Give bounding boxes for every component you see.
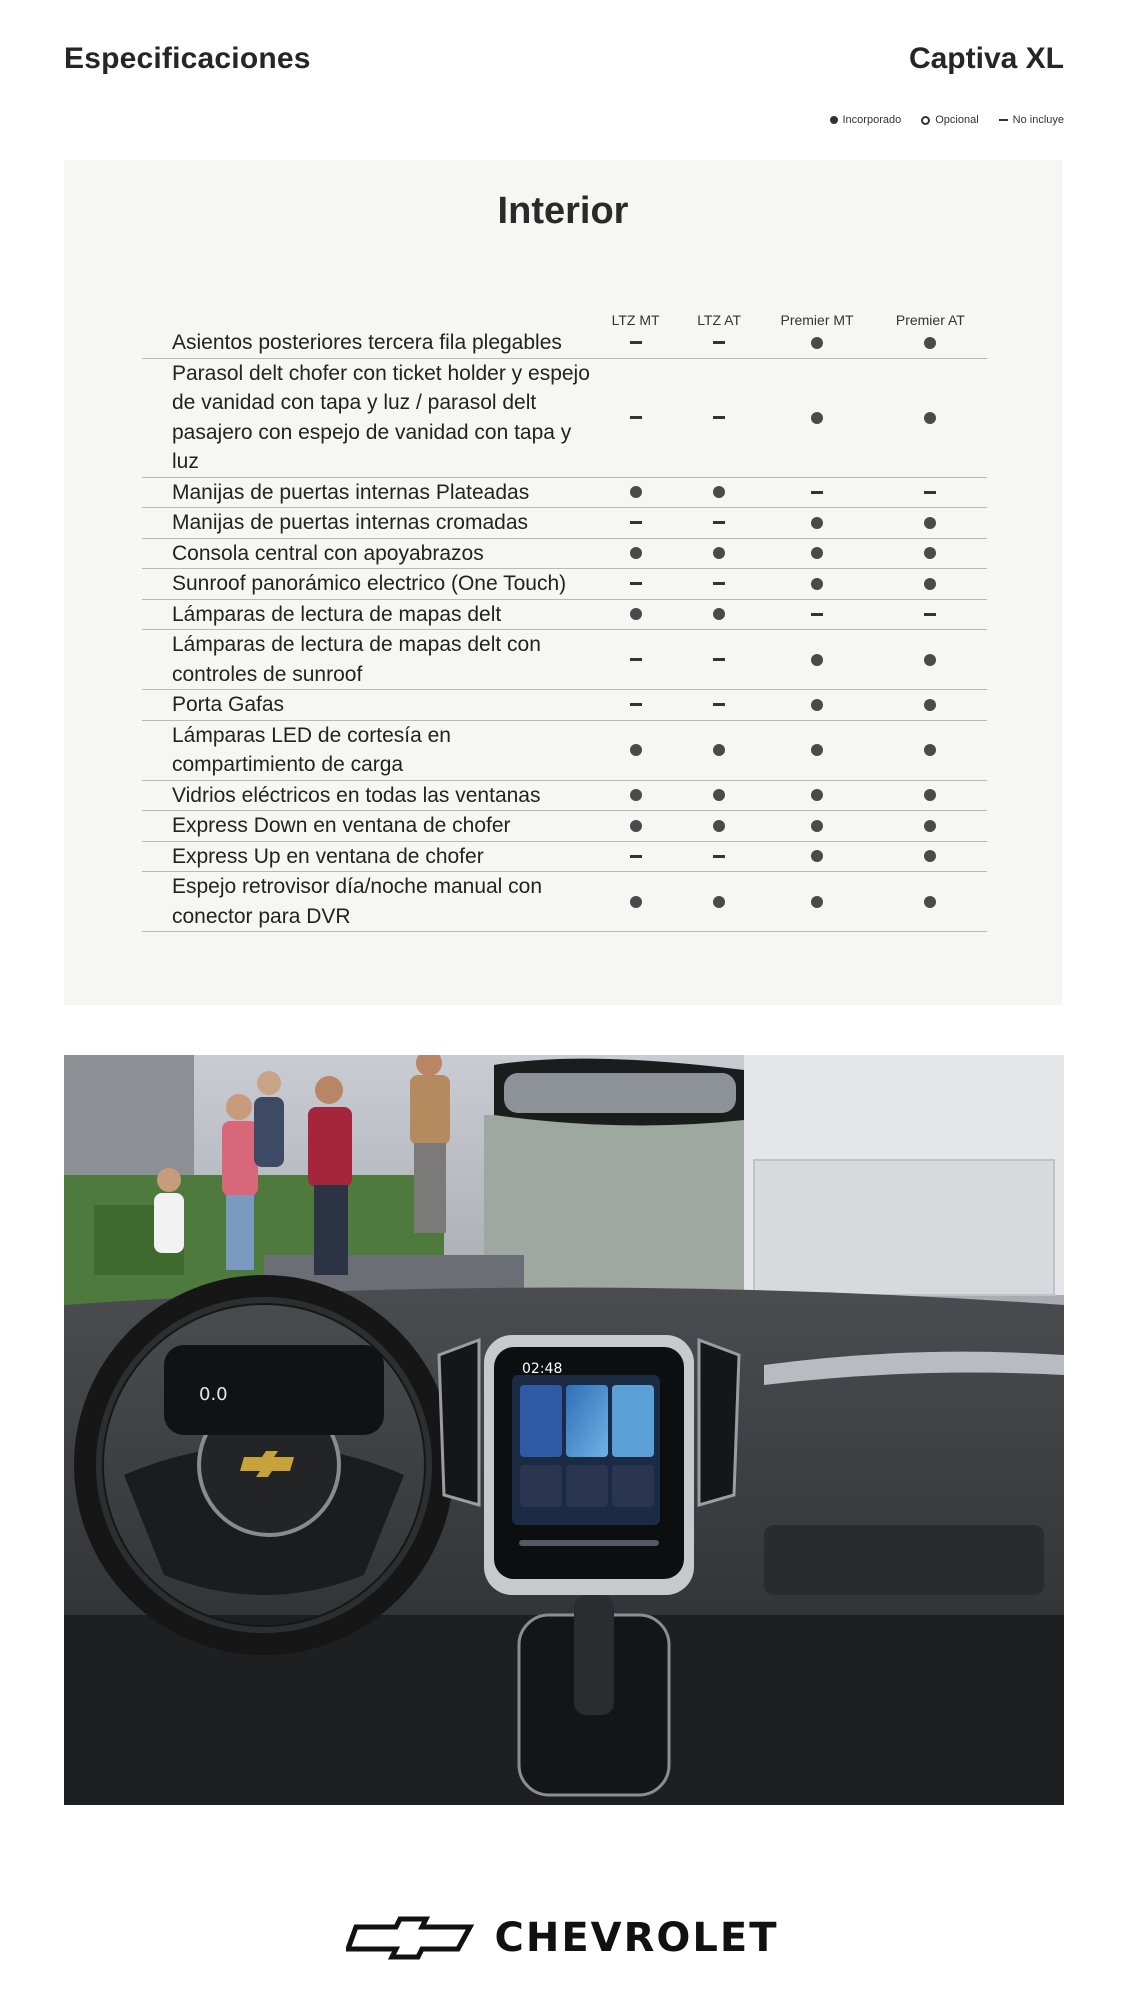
filled-dot-icon bbox=[811, 789, 823, 801]
table-row bbox=[142, 600, 987, 631]
feature-label: Manijas de puertas internas cromadas bbox=[172, 511, 529, 534]
open-circle-icon bbox=[921, 116, 930, 125]
availability-cell bbox=[594, 416, 678, 419]
filled-dot-icon bbox=[811, 547, 823, 559]
table-row bbox=[142, 781, 987, 812]
availability-cell bbox=[594, 486, 678, 498]
availability-cell bbox=[761, 789, 874, 801]
availability-cell bbox=[594, 547, 678, 559]
table-row bbox=[142, 721, 987, 781]
legend-item-opcional bbox=[921, 114, 978, 126]
feature-label: Vidrios eléctricos en todas las ventanas bbox=[172, 783, 541, 807]
availability-cell bbox=[874, 850, 987, 862]
table-row bbox=[142, 630, 987, 690]
filled-dot-icon bbox=[830, 116, 838, 124]
table-row bbox=[142, 690, 987, 721]
table-row bbox=[142, 359, 987, 478]
availability-cell bbox=[594, 820, 678, 832]
availability-cell bbox=[874, 654, 987, 666]
availability-cell bbox=[678, 416, 760, 419]
filled-dot-icon bbox=[713, 744, 725, 756]
table-body bbox=[142, 328, 987, 932]
filled-dot-icon bbox=[811, 337, 823, 349]
column-header: LTZ AT bbox=[697, 312, 742, 328]
table-row bbox=[142, 539, 987, 570]
availability-cell bbox=[678, 521, 760, 524]
filled-dot-icon bbox=[811, 699, 823, 711]
availability-cell bbox=[874, 517, 987, 529]
feature-label: Lámparas de lectura de mapas delt bbox=[172, 602, 502, 626]
filled-dot-icon bbox=[811, 412, 823, 424]
availability-cell bbox=[678, 341, 760, 344]
availability-cell bbox=[761, 613, 874, 616]
availability-cell bbox=[761, 820, 874, 832]
dash-icon bbox=[630, 521, 642, 524]
dash-icon bbox=[630, 855, 642, 858]
availability-cell bbox=[594, 341, 678, 344]
availability-cell bbox=[678, 744, 760, 756]
filled-dot-icon bbox=[713, 486, 725, 498]
filled-dot-icon bbox=[630, 789, 642, 801]
filled-dot-icon bbox=[811, 820, 823, 832]
table-row bbox=[142, 569, 987, 600]
dash-icon bbox=[713, 703, 725, 706]
filled-dot-icon bbox=[924, 850, 936, 862]
availability-cell bbox=[874, 699, 987, 711]
legend bbox=[830, 114, 1065, 126]
filled-dot-icon bbox=[811, 654, 823, 666]
availability-cell bbox=[678, 789, 760, 801]
filled-dot-icon bbox=[924, 547, 936, 559]
dash-icon bbox=[713, 521, 725, 524]
filled-dot-icon bbox=[811, 517, 823, 529]
dash-icon bbox=[924, 613, 936, 616]
section-title: Interior bbox=[497, 190, 629, 232]
feature-label: Manijas de puertas internas Plateadas bbox=[172, 480, 530, 504]
feature-label: Parasol delt chofer con ticket holder y espejo de vanidad con tapa y luz / parasol delt pasajero con espejo de vanidad con tapa y luz bbox=[172, 361, 590, 473]
availability-cell bbox=[594, 703, 678, 706]
availability-cell bbox=[678, 658, 760, 661]
dash-icon bbox=[713, 582, 725, 585]
availability-cell bbox=[761, 744, 874, 756]
availability-cell bbox=[594, 744, 678, 756]
availability-cell bbox=[761, 547, 874, 559]
filled-dot-icon bbox=[713, 547, 725, 559]
availability-cell bbox=[874, 789, 987, 801]
filled-dot-icon bbox=[811, 850, 823, 862]
filled-dot-icon bbox=[630, 744, 642, 756]
dash-icon bbox=[630, 703, 642, 706]
filled-dot-icon bbox=[630, 486, 642, 498]
table-row bbox=[142, 811, 987, 842]
availability-cell bbox=[761, 654, 874, 666]
dash-icon bbox=[811, 491, 823, 494]
dash-icon bbox=[713, 341, 725, 344]
availability-cell bbox=[874, 744, 987, 756]
dash-icon bbox=[811, 613, 823, 616]
table-header bbox=[142, 300, 987, 328]
availability-cell bbox=[874, 896, 987, 908]
availability-cell bbox=[761, 699, 874, 711]
feature-label: Lámparas de lectura de mapas delt con controles de sunroof bbox=[172, 633, 541, 686]
feature-label: Express Up en ventana de chofer bbox=[172, 844, 484, 868]
filled-dot-icon bbox=[924, 654, 936, 666]
screen-time: 02:48 bbox=[522, 1361, 563, 1377]
dash-icon bbox=[713, 416, 725, 419]
availability-cell bbox=[761, 517, 874, 529]
availability-cell bbox=[678, 547, 760, 559]
availability-cell bbox=[594, 896, 678, 908]
dash-icon bbox=[999, 119, 1008, 121]
availability-cell bbox=[594, 582, 678, 585]
availability-cell bbox=[678, 820, 760, 832]
spec-table bbox=[142, 300, 987, 932]
dash-icon bbox=[630, 416, 642, 419]
feature-label: Sunroof panorámico electrico (One Touch) bbox=[172, 572, 567, 595]
column-header: Premier MT bbox=[780, 312, 854, 328]
filled-dot-icon bbox=[630, 608, 642, 620]
filled-dot-icon bbox=[811, 578, 823, 590]
dash-icon bbox=[713, 658, 725, 661]
availability-cell bbox=[678, 855, 760, 858]
column-header: Premier AT bbox=[895, 312, 965, 328]
column-header: LTZ MT bbox=[611, 312, 660, 328]
filled-dot-icon bbox=[924, 578, 936, 590]
availability-cell bbox=[678, 703, 760, 706]
feature-label: Consola central con apoyabrazos bbox=[172, 541, 484, 565]
filled-dot-icon bbox=[924, 896, 936, 908]
dash-icon bbox=[924, 491, 936, 494]
feature-label: Asientos posteriores tercera fila plegables bbox=[172, 331, 562, 354]
availability-cell bbox=[678, 582, 760, 585]
filled-dot-icon bbox=[924, 744, 936, 756]
availability-cell bbox=[874, 337, 987, 349]
filled-dot-icon bbox=[713, 820, 725, 832]
availability-cell bbox=[874, 491, 987, 494]
legend-label: No incluye bbox=[1012, 114, 1064, 126]
filled-dot-icon bbox=[924, 412, 936, 424]
filled-dot-icon bbox=[924, 517, 936, 529]
availability-cell bbox=[874, 820, 987, 832]
interior-spec-panel bbox=[64, 160, 1062, 1005]
availability-cell bbox=[874, 412, 987, 424]
availability-cell bbox=[678, 608, 760, 620]
filled-dot-icon bbox=[630, 896, 642, 908]
availability-cell bbox=[761, 412, 874, 424]
interior-photo bbox=[64, 1055, 1064, 1805]
filled-dot-icon bbox=[630, 547, 642, 559]
availability-cell bbox=[761, 337, 874, 349]
filled-dot-icon bbox=[713, 608, 725, 620]
availability-cell bbox=[874, 578, 987, 590]
table-row bbox=[142, 328, 987, 359]
availability-cell bbox=[761, 491, 874, 494]
availability-cell bbox=[874, 547, 987, 559]
table-row bbox=[142, 842, 987, 873]
availability-cell bbox=[594, 789, 678, 801]
filled-dot-icon bbox=[924, 699, 936, 711]
feature-label: Lámparas LED de cortesía en compartimiento de carga bbox=[172, 723, 451, 776]
dash-icon bbox=[630, 341, 642, 344]
chevrolet-bowtie-logo bbox=[346, 1915, 476, 1961]
availability-cell bbox=[761, 896, 874, 908]
brand-footer bbox=[0, 1915, 1125, 1961]
filled-dot-icon bbox=[713, 789, 725, 801]
table-row bbox=[142, 478, 987, 509]
legend-item-no-incluye bbox=[999, 114, 1064, 126]
filled-dot-icon bbox=[630, 820, 642, 832]
legend-label: Opcional bbox=[935, 114, 979, 126]
availability-cell bbox=[678, 486, 760, 498]
availability-cell bbox=[761, 578, 874, 590]
availability-cell bbox=[594, 658, 678, 661]
filled-dot-icon bbox=[713, 896, 725, 908]
cluster-speed: 0.0 bbox=[199, 1384, 228, 1405]
filled-dot-icon bbox=[811, 896, 823, 908]
feature-label: Espejo retrovisor día/noche manual con conector para DVR bbox=[172, 875, 543, 928]
dash-icon bbox=[630, 658, 642, 661]
table-row bbox=[142, 508, 987, 539]
model-title: Captiva XL bbox=[908, 42, 1064, 75]
availability-cell bbox=[594, 855, 678, 858]
filled-dot-icon bbox=[924, 337, 936, 349]
page-title: Especificaciones bbox=[64, 42, 311, 75]
legend-item-incorporado bbox=[830, 114, 902, 126]
availability-cell bbox=[874, 613, 987, 616]
availability-cell bbox=[761, 850, 874, 862]
availability-cell bbox=[594, 521, 678, 524]
availability-cell bbox=[594, 608, 678, 620]
availability-cell bbox=[678, 896, 760, 908]
filled-dot-icon bbox=[811, 744, 823, 756]
dash-icon bbox=[630, 582, 642, 585]
table-row bbox=[142, 872, 987, 932]
filled-dot-icon bbox=[924, 820, 936, 832]
feature-label: Express Down en ventana de chofer bbox=[172, 814, 511, 837]
dash-icon bbox=[713, 855, 725, 858]
legend-label: Incorporado bbox=[842, 114, 902, 126]
filled-dot-icon bbox=[924, 789, 936, 801]
brand-name: CHEVROLET bbox=[494, 1915, 779, 1961]
feature-label: Porta Gafas bbox=[172, 693, 285, 716]
